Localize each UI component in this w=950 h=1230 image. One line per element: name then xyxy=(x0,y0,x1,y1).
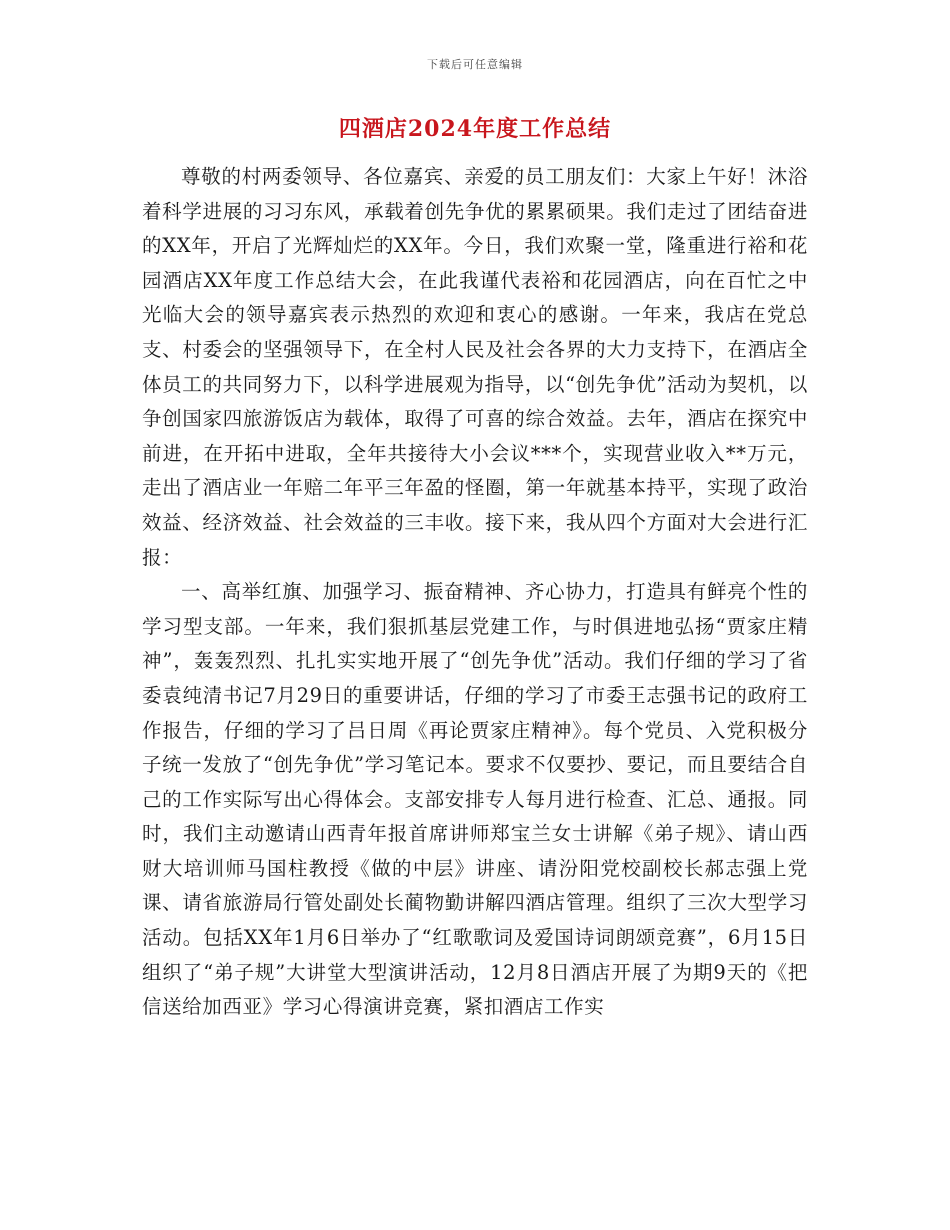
paragraph-opening: 尊敬的村两委领导、各位嘉宾、亲爱的员工朋友们：大家上午好！沐浴着科学进展的习习东风，承载着创先争优的累累硕果。我们走过了团结奋进的XX年，开启了光辉灿烂的XX年。今日，我们欢聚一堂，隆重进行裕和花园酒店XX年度工作总结大会，在此我谨代表裕和花园酒店，向在百忙之中光临大会的领导嘉宾表示热烈的欢迎和衷心的感谢。一年来，我店在党总支、村委会的坚强领导下，在全村人民及社会各界的大力支持下，在酒店全体员工的共同努力下，以科学进展观为指导，以“创先争优”活动为契机，以争创国家四旅游饭店为载体，取得了可喜的综合效益。去年，酒店在探究中前进，在开拓中进取，全年共接待大小会议***个，实现营业收入**万元，走出了酒店业一年赔二年平三年盈的怪圈，第一年就基本持平，实现了政治效益、经济效益、社会效益的三丰收。接下来，我从四个方面对大会进行汇报： xyxy=(142,165,808,569)
document-title: 四酒店2024年度工作总结 xyxy=(338,116,612,142)
paragraph-section-one: 一、高举红旗、加强学习、振奋精神、齐心协力，打造具有鲜亮个性的学习型支部。一年来，我们狠抓基层党建工作，与时俱进地弘扬“贾家庄精神”，轰轰烈烈、扎扎实实地开展了“创先争优”活动。我们仔细的学习了省委袁纯清书记7月29日的重要讲话，仔细的学习了市委王志强书记的政府工作报告，仔细的学习了吕日周《再论贾家庄精神》。每个党员、入党积极分子统一发放了“创先争优”学习笔记本。要求不仅要抄、要记，而且要结合自己的工作实际写出心得体会。支部安排专人每月进行检查、汇总、通报。同时，我们主动邀请山西青年报首席讲师郑宝兰女士讲解《弟子规》、请山西财大培训师马国柱教授《做的中层》讲座、请汾阳党校副校长郝志强上党课、请省旅游局行管处副处长蔺物勤讲解四酒店管理。组织了三次大型学习活动。包括XX年1月6日举办了“红歌歌词及爱国诗词朗颂竞赛”，6月15日组织了“弟子规”大讲堂大型演讲活动，12月8日酒店开展了为期9天的《把信送给加西亚》学习心得演讲竞赛，紧扣酒店工作实 xyxy=(142,580,808,1019)
page-header-note: 下载后可任意编辑 xyxy=(427,58,523,71)
document-body xyxy=(142,160,808,1025)
